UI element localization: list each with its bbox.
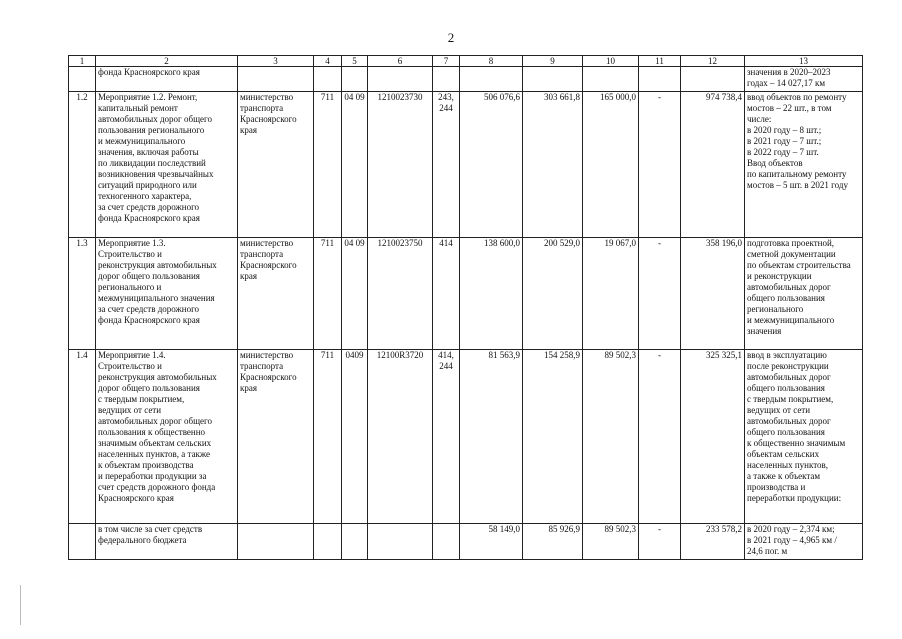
executor: министерство транспорта Красноярского края [238,350,314,524]
csr-code [368,67,433,92]
amount-2020: 138 600,0 [460,238,523,350]
table-row [69,67,863,92]
program-table [68,55,863,560]
column-header: 6 [368,56,433,67]
rzpr-code: 04 09 [342,92,368,238]
column-header: 13 [745,56,863,67]
amount-total: 358 196,0 [681,238,745,350]
grbs-code: 711 [314,92,342,238]
column-11-value [639,67,681,92]
column-header: 7 [433,56,460,67]
rzpr-code: 04 09 [342,238,368,350]
row-number: 1.3 [69,238,96,350]
column-header: 10 [583,56,639,67]
amount-2020: 506 076,6 [460,92,523,238]
amount-2022: 165 000,0 [583,92,639,238]
column-header: 3 [238,56,314,67]
vr-code: 414 [433,238,460,350]
amount-2021: 85 926,9 [523,524,583,560]
table-row [69,524,863,560]
executor: министерство транспорта Красноярского края [238,238,314,350]
measure-name: Мероприятие 1.3. Строительство и реконструкция автомобильных дорог общего пользования регионального и межмуниципального значения за счет средств дорожного фонда Красноярского края [96,238,238,350]
amount-total: 233 578,2 [681,524,745,560]
grbs-code: 711 [314,238,342,350]
rzpr-code: 0409 [342,350,368,524]
scan-artifact-line [20,585,21,625]
table-row [69,92,863,238]
column-11-value: - [639,350,681,524]
vr-code: 243, 244 [433,92,460,238]
executor [238,67,314,92]
vr-code: 414, 244 [433,350,460,524]
amount-total: 974 738,4 [681,92,745,238]
rzpr-code [342,67,368,92]
column-header: 5 [342,56,368,67]
column-header: 9 [523,56,583,67]
expected-result: подготовка проектной, сметной документации по объектам строительства и реконструкции автомобильных дорог общего пользования регионального и межмуниципального значения [745,238,863,350]
amount-2020: 58 149,0 [460,524,523,560]
column-header: 2 [96,56,238,67]
csr-code: 12100R3720 [368,350,433,524]
measure-name: в том числе за счет средств федерального бюджета [96,524,238,560]
executor [238,524,314,560]
column-header: 1 [69,56,96,67]
expected-result: ввод объектов по ремонту мостов – 22 шт., в том числе: в 2020 году – 8 шт.; в 2021 году – 7 шт.; в 2022 году – 7 шт. Ввод объектов по капитальному ремонту мостов – 5 шт. в 2021 году [745,92,863,238]
row-number: 1.4 [69,350,96,524]
expected-result: ввод в эксплуатацию после реконструкции автомобильных дорог общего пользования с твердым покрытием, ведущих от сети автомобильных дорог общего пользования к общественно значимым объектам сельских населенных пунктов, а также к объектам производства и переработки продукции: [745,350,863,524]
measure-name: Мероприятие 1.2. Ремонт, капитальный ремонт автомобильных дорог общего пользования регионального и межмуниципального значения, включая работы по ликвидации последствий возникновения чрезвычайных ситуаций природного или техногенного характера, за счет средств дорожного фонда Красноярского края [96,92,238,238]
table-row [69,350,863,524]
amount-2021: 154 258,9 [523,350,583,524]
expected-result: значения в 2020–2023 годах – 14 027,17 км [745,67,863,92]
amount-2022: 89 502,3 [583,524,639,560]
grbs-code [314,524,342,560]
vr-code [433,67,460,92]
amount-total: 325 325,1 [681,350,745,524]
column-11-value: - [639,92,681,238]
grbs-code [314,67,342,92]
column-11-value: - [639,524,681,560]
column-header: 12 [681,56,745,67]
table-row [69,238,863,350]
csr-code [368,524,433,560]
column-11-value: - [639,238,681,350]
csr-code: 1210023730 [368,92,433,238]
amount-2020 [460,67,523,92]
measure-name: Мероприятие 1.4. Строительство и реконструкция автомобильных дорог общего пользования с твердым покрытием, ведущих от сети автомобильных дорог общего пользования к общественно значимым объектам сельских населенных пунктов, а также к объектам производства и переработки продукции за счет средств дорожного фонда Красноярского края [96,350,238,524]
rzpr-code [342,524,368,560]
amount-2021: 303 661,8 [523,92,583,238]
amount-2022: 89 502,3 [583,350,639,524]
vr-code [433,524,460,560]
column-header: 8 [460,56,523,67]
amount-2021: 200 529,0 [523,238,583,350]
measure-name: фонда Красноярского края [96,67,238,92]
row-number: 1.2 [69,92,96,238]
amount-2021 [523,67,583,92]
amount-2022 [583,67,639,92]
row-number [69,67,96,92]
column-number-row [69,56,863,67]
amount-total [681,67,745,92]
column-header: 11 [639,56,681,67]
column-header: 4 [314,56,342,67]
page-number: 2 [447,30,455,45]
amount-2022: 19 067,0 [583,238,639,350]
executor: министерство транспорта Красноярского края [238,92,314,238]
grbs-code: 711 [314,350,342,524]
expected-result: в 2020 году – 2,374 км; в 2021 году – 4,965 км / 24,6 пог. м [745,524,863,560]
csr-code: 1210023750 [368,238,433,350]
row-number [69,524,96,560]
amount-2020: 81 563,9 [460,350,523,524]
